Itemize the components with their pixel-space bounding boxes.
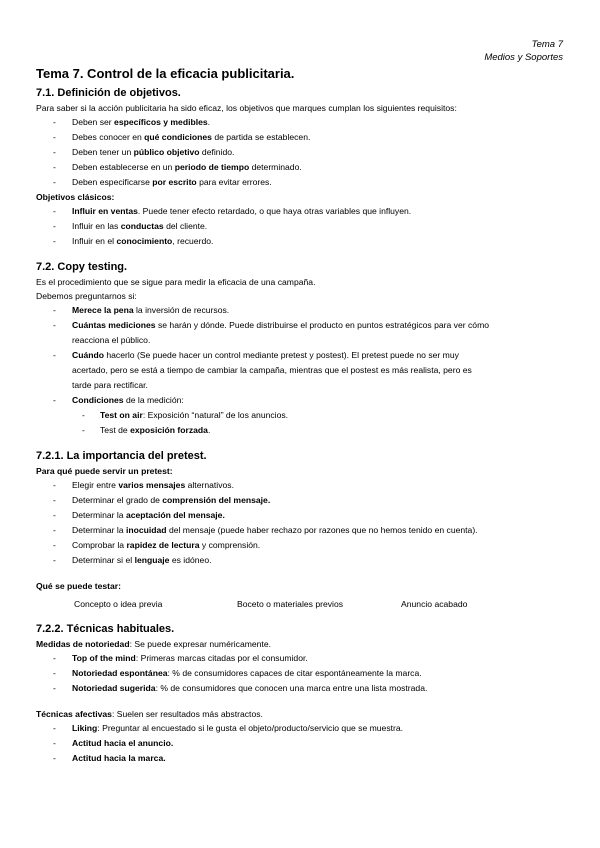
list-item: - Actitud hacia la marca. <box>53 753 166 763</box>
section-7-2-heading: 7.2. Copy testing. <box>36 261 128 273</box>
list-item: - Top of the mind: Primeras marcas citadas por el consumidor. <box>53 653 308 663</box>
list-item: - Determinar la inocuidad del mensaje (puede haber rechazo por razones que no hemos tenido en cuenta). <box>53 525 478 535</box>
list-item: - Debes conocer en qué condiciones de partida se establecen. <box>53 132 311 142</box>
header-subject: Medios y Soportes <box>484 52 563 63</box>
pretest-label: Para qué puede servir un pretest: <box>36 466 173 476</box>
list-item: - Cuántas mediciones se harán y dónde. Puede distribuirse el producto en puntos estratégicos para ver cómo reacciona el público. <box>53 320 490 345</box>
list-item: - Determinar el grado de comprensión del mensaje. <box>53 495 271 505</box>
list-item: - Deben establecerse en un periodo de tiempo determinado. <box>53 162 302 172</box>
list-item: - Liking: Preguntar al encuestado si le gusta el objeto/producto/servicio que se muestra. <box>53 723 404 733</box>
affective-list <box>36 721 566 766</box>
classic-objectives-label: Objetivos clásicos: <box>36 192 115 202</box>
section-7-2-intro: Es el procedimiento que se sigue para medir la eficacia de una campaña. <box>36 277 316 287</box>
list-item: - Notoriedad espontánea: % de consumidores capaces de citar espontáneamente la marca. <box>53 668 422 678</box>
notoriety-list <box>36 651 566 696</box>
list-item: - Influir en las conductas del cliente. <box>53 221 208 231</box>
header-topic: Tema 7 <box>531 39 563 50</box>
requirements-list <box>36 115 566 190</box>
classic-objectives-list <box>36 204 566 249</box>
page-title: Tema 7. Control de la eficacia publicitaria. <box>36 66 295 81</box>
section-7-1-intro: Para saber si la acción publicitaria ha sido eficaz, los objetivos que marques cumplan los siguientes requisitos: <box>36 103 457 113</box>
list-item: - Determinar si el lenguaje es idóneo. <box>53 555 212 565</box>
list-item: - Comprobar la rapidez de lectura y comprensión. <box>53 540 261 550</box>
list-item: - Actitud hacia el anuncio. <box>53 738 174 748</box>
section-7-1-heading: 7.1. Definición de objetivos. <box>36 87 181 99</box>
section-7-2-question: Debemos preguntarnos si: <box>36 291 137 301</box>
section-7-2-1-heading: 7.2.1. La importancia del pretest. <box>36 450 207 462</box>
document-body <box>36 65 566 766</box>
section-7-2-2-heading: 7.2.2. Técnicas habituales. <box>36 623 175 635</box>
pretest-list <box>36 478 566 568</box>
testable-option: Anuncio acabado <box>401 599 468 609</box>
list-item: - Cuándo hacerlo (Se puede hacer un control mediante pretest y postest). El pretest puede no ser muy acertado, pero se está a tiempo de cambiar la campaña, mientras que el postest es más realista, pero es tarde para rectificar. <box>53 350 472 390</box>
list-item: - Influir en ventas. Puede tener efecto retardado, o que haya otras variables que influyen. <box>53 206 412 216</box>
testable-label: Qué se puede testar: <box>36 581 122 591</box>
list-item: - Elegir entre varios mensajes alternativos. <box>53 480 234 490</box>
list-item: - Determinar la aceptación del mensaje. <box>53 510 225 520</box>
copy-testing-list <box>36 303 566 438</box>
list-item: - Condiciones de la medición: <box>53 395 184 405</box>
testable-option: Boceto o materiales previos <box>237 599 344 609</box>
page-header <box>484 38 563 64</box>
sub-list-item: - Test on air: Exposición “natural” de los anuncios. <box>82 410 289 420</box>
affective-label: Técnicas afectivas: Suelen ser resultados más abstractos. <box>36 709 263 719</box>
notoriety-label: Medidas de notoriedad: Se puede expresar numéricamente. <box>36 639 271 649</box>
testable-options <box>36 597 566 611</box>
list-item: - Deben especificarse por escrito para evitar errores. <box>53 177 272 187</box>
list-item: - Merece la pena la inversión de recursos. <box>53 305 230 315</box>
list-item: - Deben ser específicos y medibles. <box>53 117 211 127</box>
list-item: - Influir en el conocimiento, recuerdo. <box>53 236 214 246</box>
sub-list-item: - Test de exposición forzada. <box>82 425 211 435</box>
list-item: - Deben tener un público objetivo definido. <box>53 147 235 157</box>
list-item: - Notoriedad sugerida: % de consumidores que conocen una marca entre una lista mostrada. <box>53 683 428 693</box>
testable-option: Concepto o idea previa <box>74 599 163 609</box>
